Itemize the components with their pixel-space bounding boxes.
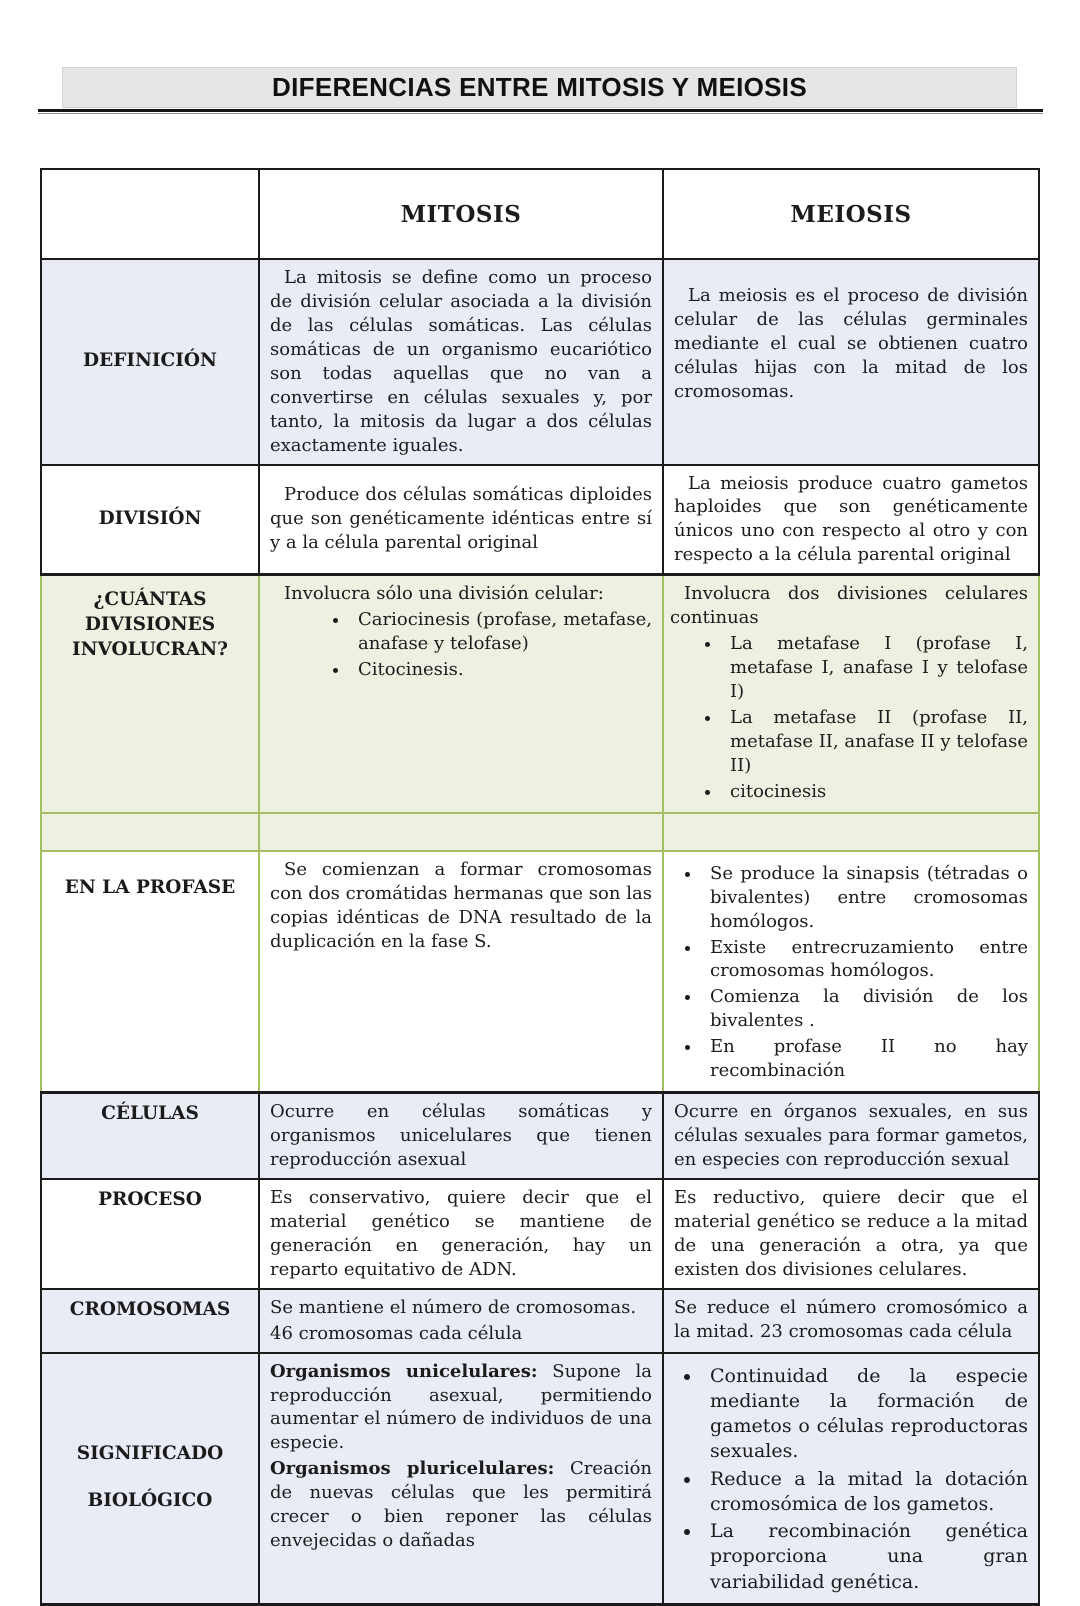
bullet-item: • La metafase II (profase II, metafase II, anafase II y telofase II): [722, 706, 1028, 778]
row-label-division: DIVISIÓN: [41, 465, 259, 575]
header-empty-cell: [41, 169, 259, 259]
profase-meiosis-list: [670, 862, 1028, 1083]
spacer-mitosis-cell: [259, 813, 663, 851]
header-meiosis: MEIOSIS: [663, 169, 1039, 259]
cell-celulas-mitosis: [259, 1093, 663, 1179]
celulas-meiosis-text: Ocurre en órganos sexuales, en sus células sexuales para formar gametos, en especies con reproducción sexual: [674, 1101, 1028, 1170]
cell-division-mitosis: [259, 465, 663, 575]
divisiones-meiosis-list: [670, 632, 1028, 804]
header-row: [41, 169, 1039, 259]
bullet-item: • Reduce a la mitad la dotación cromosómica de los gametos.: [702, 1467, 1028, 1518]
row-division: [41, 465, 1039, 575]
row-cromosomas: [41, 1289, 1039, 1353]
divisiones-mitosis-intro: Involucra sólo una división celular:: [284, 583, 604, 605]
cell-proceso-mitosis: [259, 1179, 663, 1289]
definicion-meiosis-text: La meiosis es el proceso de división celular de las células germinales mediante el cual se obtienen cuatro células hijas con la mitad de los cromosomas.: [674, 285, 1028, 402]
cell-divisiones-meiosis: [663, 575, 1039, 813]
row-divisiones: [41, 575, 1039, 813]
definicion-mitosis-text: La mitosis se define como un proceso de división celular asociada a la división de las células somáticas. Las células somáticas de un organismo eucariótico son todas aquellas que no van a convertirse en células sexuales y, por tanto, la mitosis da lugar a dos células exactamente iguales.: [270, 267, 652, 456]
bullet-item: • La metafase I (profase I, metafase I, anafase I y telofase I): [722, 632, 1028, 704]
cell-significado-mitosis: [259, 1353, 663, 1605]
bullet-item: • La recombinación genética proporciona una gran variabilidad genética.: [702, 1519, 1028, 1595]
significado-meiosis-list: [670, 1364, 1028, 1595]
bullet-item: • Existe entrecruzamiento entre cromosomas homólogos.: [702, 936, 1028, 984]
cell-divisiones-mitosis: [259, 575, 663, 813]
significado-mitosis-text2: Creación de nuevas células que les permitirá crecer o bien reponer las células envejecidas o dañadas: [270, 1458, 652, 1552]
row-label-profase: EN LA PROFASE: [41, 851, 259, 1093]
title-underline: [38, 109, 1043, 114]
bullet-item: • Comienza la división de los bivalentes .: [702, 985, 1028, 1033]
celulas-mitosis-text: Ocurre en células somáticas y organismos unicelulares que tienen reproducción asexual: [270, 1101, 652, 1170]
title-underline-thin: [38, 113, 1043, 114]
spacer-label-cell: [41, 813, 259, 851]
cell-cromosomas-meiosis: [663, 1289, 1039, 1353]
bullet-item: • Continuidad de la especie mediante la formación de gametos o células reproductoras sexuales.: [702, 1364, 1028, 1465]
cell-profase-mitosis: [259, 851, 663, 1093]
significado-mitosis-lead1: Organismos unicelulares:: [270, 1360, 538, 1382]
cell-division-meiosis: [663, 465, 1039, 575]
row-spacer: [41, 813, 1039, 851]
division-mitosis-text: Produce dos células somáticas diploides que son genéticamente idénticas entre sí y a la célula parental original: [270, 484, 652, 554]
row-label-significado: [41, 1353, 259, 1605]
cell-definicion-mitosis: [259, 259, 663, 465]
comparison-table: [40, 168, 1040, 1606]
cell-proceso-meiosis: [663, 1179, 1039, 1289]
proceso-meiosis-text: Es reductivo, quiere decir que el material genético se reduce a la mitad de una generación a otra, ya que existen dos divisiones celulares.: [674, 1186, 1028, 1280]
cell-profase-meiosis: [663, 851, 1039, 1093]
header-mitosis: MITOSIS: [259, 169, 663, 259]
bullet-item: • En profase II no hay recombinación: [702, 1035, 1028, 1083]
cell-cromosomas-mitosis: [259, 1289, 663, 1353]
cromosomas-mitosis-line2: 46 cromosomas cada célula: [270, 1322, 523, 1344]
row-label-proceso: PROCESO: [41, 1179, 259, 1289]
cromosomas-mitosis-line1: Se mantiene el número de cromosomas.: [270, 1296, 637, 1318]
significado-mitosis-text1: Supone la reproducción asexual, permitiendo aumentar el número de individuos de una especie.: [270, 1360, 652, 1454]
row-proceso: [41, 1179, 1039, 1289]
significado-mitosis-paragraph2: [270, 1457, 652, 1553]
cromosomas-meiosis-text: Se reduce el número cromosómico a la mitad. 23 cromosomas cada célula: [674, 1296, 1028, 1342]
bullet-item: • Cariocinesis (profase, metafase, anafase y telofase): [350, 608, 652, 656]
significado-mitosis-paragraph1: [270, 1360, 652, 1456]
bullet-item: • Citocinesis.: [350, 658, 652, 682]
significado-mitosis-lead2: Organismos pluricelulares:: [270, 1458, 555, 1480]
divisiones-mitosis-list: [270, 608, 652, 682]
bullet-item: • citocinesis: [722, 780, 1028, 804]
division-meiosis-text: La meiosis produce cuatro gametos haploides que son genéticamente únicos uno con respecto al otro y con respecto a la célula parental original: [674, 472, 1028, 566]
row-label-definicion: DEFINICIÓN: [41, 259, 259, 465]
row-label-cromosomas: CROMOSOMAS: [41, 1289, 259, 1353]
bullet-item: • Se produce la sinapsis (tétradas o bivalentes) entre cromosomas homólogos.: [702, 862, 1028, 934]
cell-celulas-meiosis: [663, 1093, 1039, 1179]
significado-label-line1: SIGNIFICADO: [76, 1443, 224, 1465]
spacer-meiosis-cell: [663, 813, 1039, 851]
divisiones-meiosis-intro: Involucra dos divisiones celulares continuas: [670, 583, 1028, 629]
proceso-mitosis-text: Es conservativo, quiere decir que el material genético se mantiene de generación en generación, hay un reparto equitativo de ADN.: [270, 1186, 652, 1280]
row-definicion: [41, 259, 1039, 465]
row-profase: [41, 851, 1039, 1093]
page-title: [62, 67, 1017, 108]
profase-mitosis-text: Se comienzan a formar cromosomas con dos cromátidas hermanas que son las copias idénticas de DNA resultado de la duplicación en la fase S.: [270, 858, 652, 952]
row-celulas: [41, 1093, 1039, 1179]
cell-significado-meiosis: [663, 1353, 1039, 1605]
row-label-divisiones: ¿CUÁNTAS DIVISIONES INVOLUCRAN?: [41, 575, 259, 813]
cell-definicion-meiosis: [663, 259, 1039, 465]
page-title-text: DIFERENCIAS ENTRE MITOSIS Y MEIOSIS: [272, 72, 807, 102]
row-label-celulas: CÉLULAS: [41, 1093, 259, 1179]
title-underline-thick: [38, 109, 1043, 112]
row-significado: [41, 1353, 1039, 1605]
significado-label-line2: BIOLÓGICO: [87, 1490, 213, 1512]
